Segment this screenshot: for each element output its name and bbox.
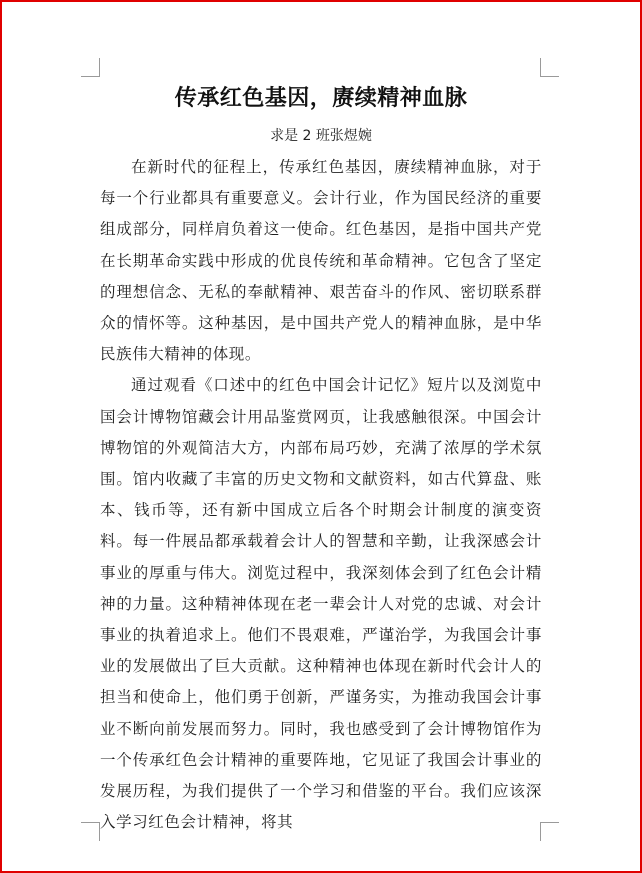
document-author: 求是 2 班张煜婉 <box>270 128 372 144</box>
crop-mark-top-right <box>540 58 559 77</box>
paragraph-1: 在新时代的征程上，传承红色基因，赓续精神血脉，对于每一个行业都具有重要意义。会计行业，作为国民经济的重要组成部分，同样肩负着这一使命。红色基因，是指中国共产党在长期革命实践中形成的优良传统和革命精神。它包含了坚定的理想信念、无私的奉献精神、艰苦奋斗的作风、密切联系群众的情怀等。这种基因，是中国共产党人的精神血脉，是中华民族伟大精神的体现。 <box>100 158 542 364</box>
crop-mark-bottom-left <box>81 822 100 841</box>
document-title: 传承红色基因，赓续精神血脉 <box>174 86 468 111</box>
crop-mark-top-left <box>81 58 100 77</box>
crop-mark-bottom-right <box>540 822 559 841</box>
paragraph-2: 通过观看《口述中的红色中国会计记忆》短片以及浏览中国会计博物馆藏会计用品鉴赏网页，让我感触很深。中国会计博物馆的外观简洁大方，内部布局巧妙，充满了浓厚的学术氛围。馆内收藏了丰富的历史文物和文献资料，如古代算盘、账本、钱币等，还有新中国成立后各个时期会计制度的演变资料。每一件展品都承载着会计人的智慧和辛勤，让我深感会计事业的厚重与伟大。浏览过程中，我深刻体会到了红色会计精神的力量。这种精神体现在老一辈会计人对党的忠诚、对会计事业的执着追求上。他们不畏艰难，严谨治学，为我国会计事业的发展做出了巨大贡献。这种精神也体现在新时代会计人的担当和使命上，他们勇于创新，严谨务实，为推动我国会计事业不断向前发展而努力。同时，我也感受到了会计博物馆作为一个传承红色会计精神的重要阵地，它见证了我国会计事业的发展历程，为我们提供了一个学习和借鉴的平台。我们应该深入学习红色会计精神，将其 <box>100 376 542 832</box>
document-body[interactable] <box>100 76 542 832</box>
